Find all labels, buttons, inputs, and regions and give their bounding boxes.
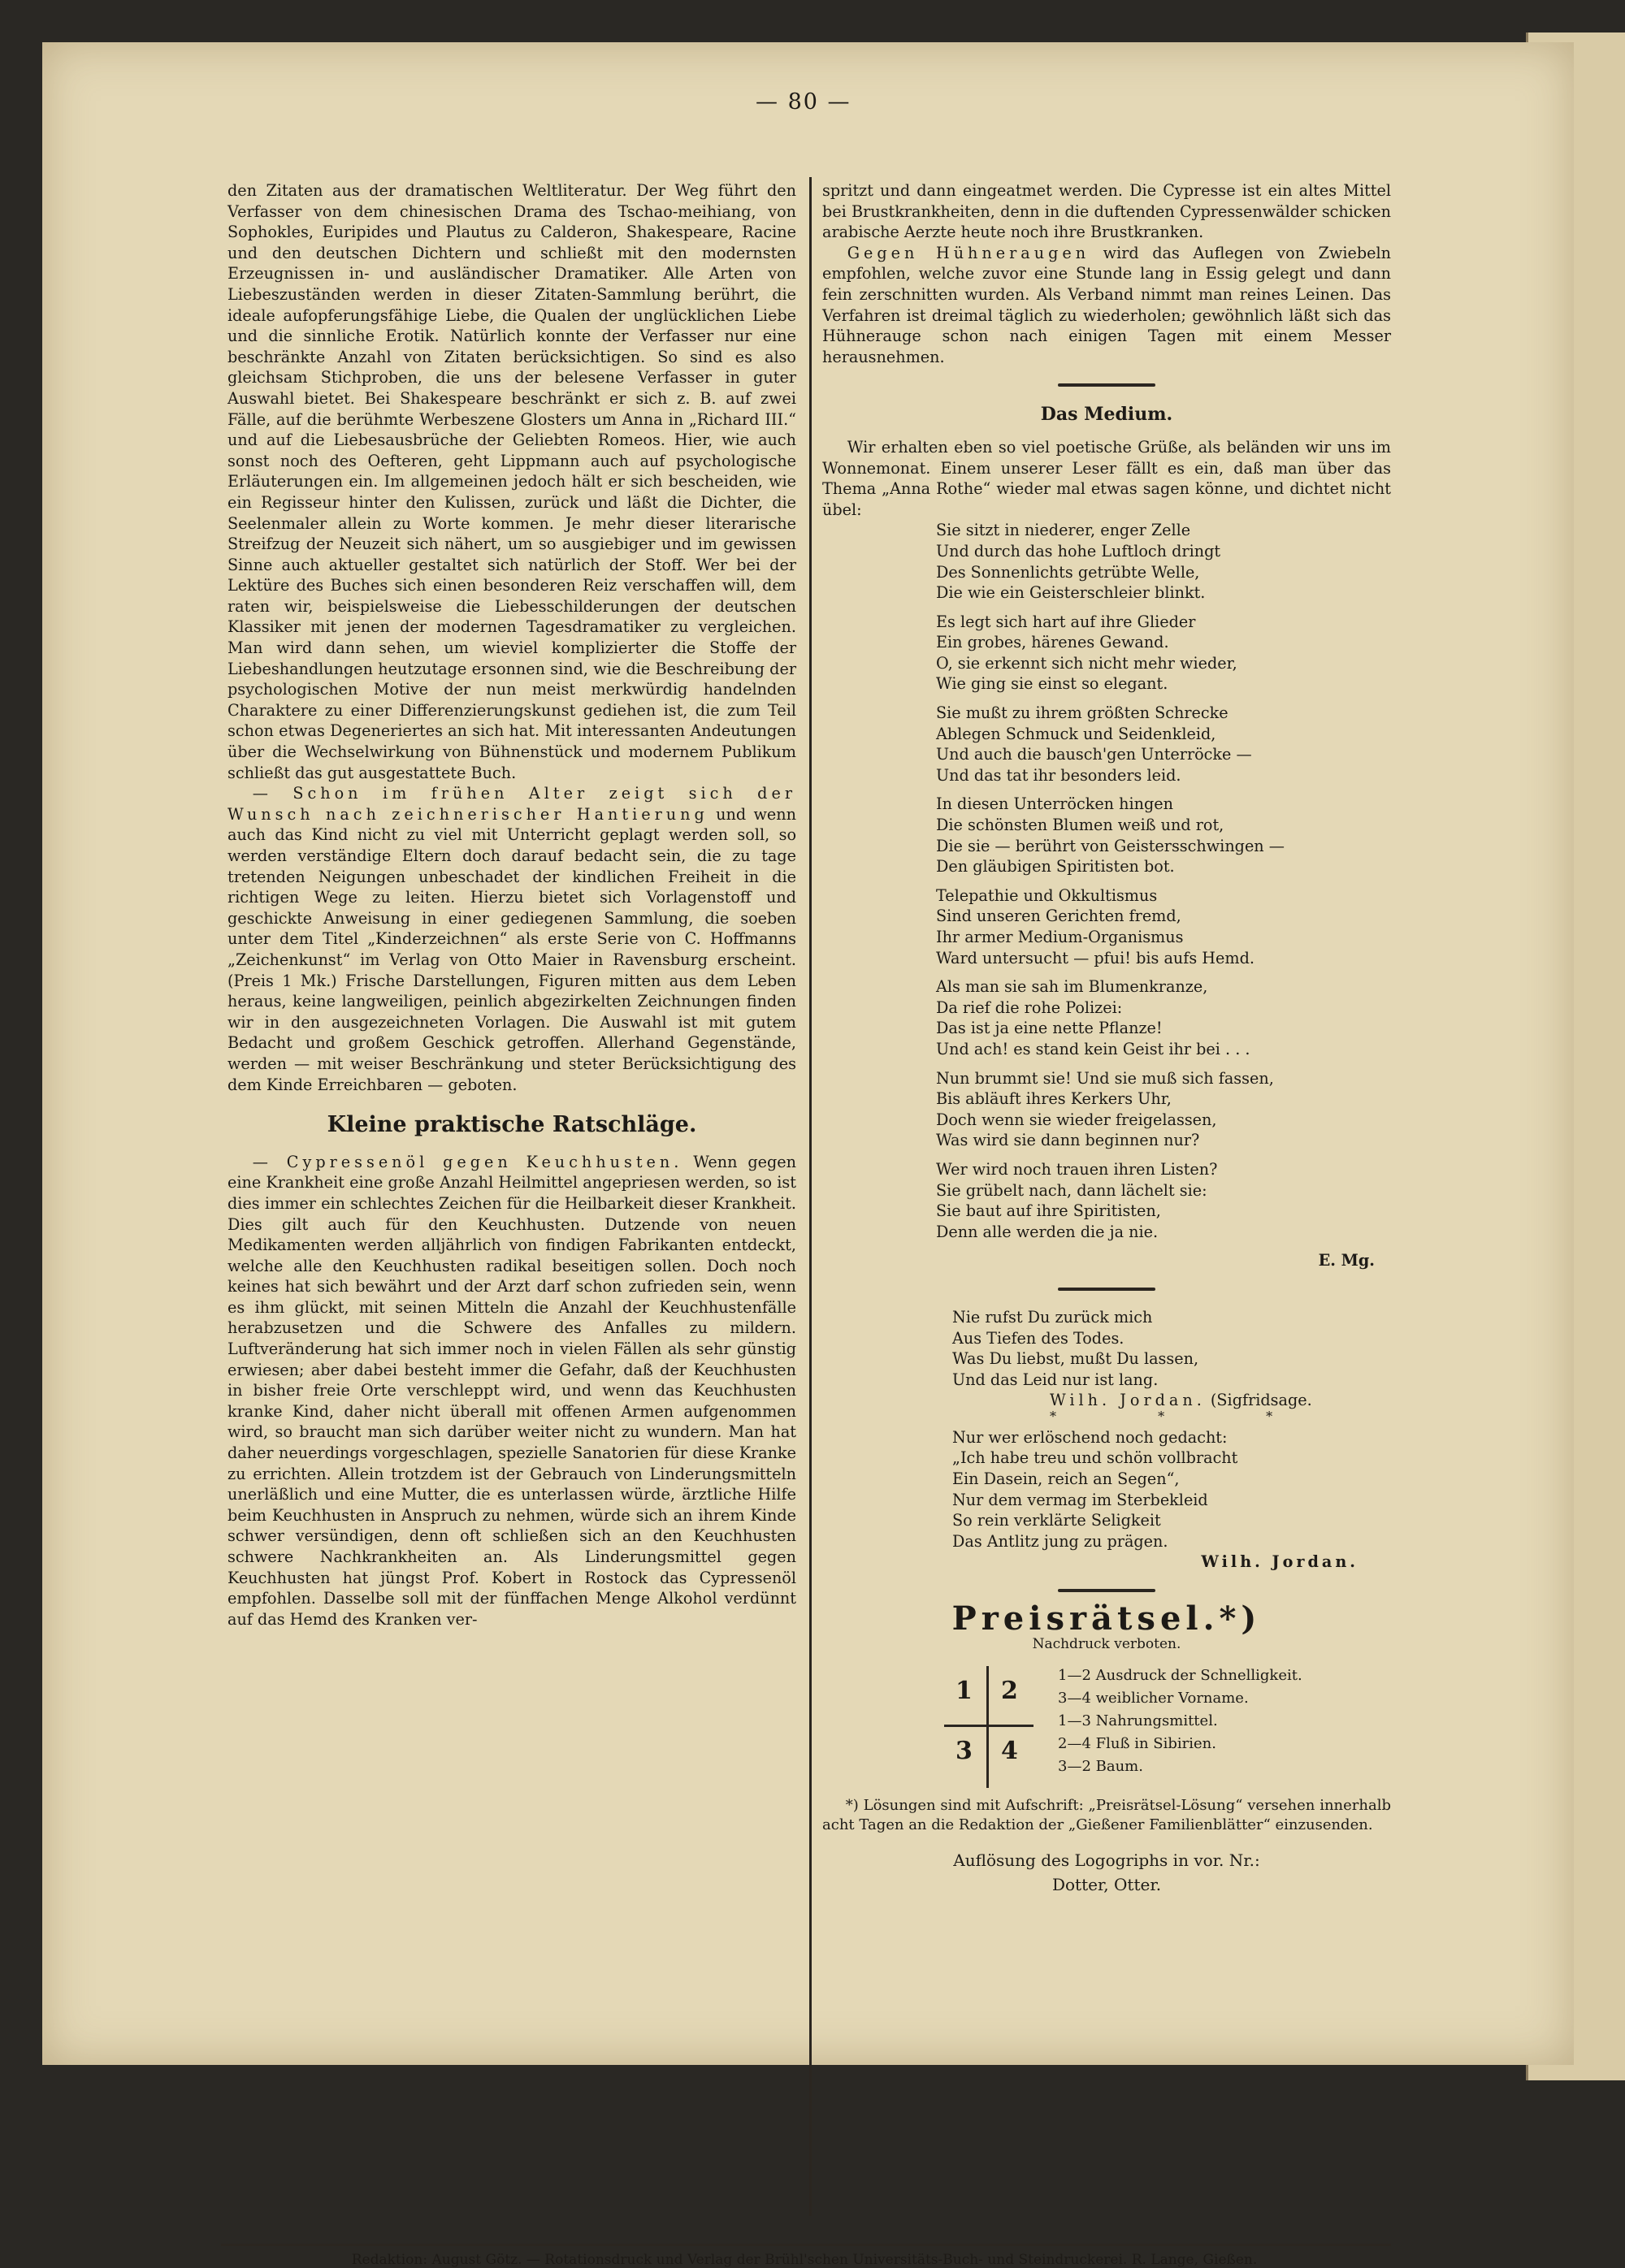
solution-note: *) Lösungen sind mit Aufschrift: „Preisrätsel-Lösung“ versehen innerhalb acht Tagen an die Redaktion der „Gießener Familienblätter“ einzusenden. bbox=[822, 1797, 1391, 1834]
spaced-lead: — Schon im frühen Alter zeigt sich der Wunsch nach zeichnerischer Hantierung bbox=[228, 784, 796, 824]
poem-line: Sie mußt zu ihrem größten Schrecke bbox=[936, 703, 1228, 723]
poem-line: Und das tat ihr besonders leid. bbox=[936, 765, 1181, 785]
puzzle-clue: 1—2 Ausdruck der Schnelligkeit. bbox=[1058, 1667, 1302, 1685]
drawing-book-paragraph: — Schon im frühen Alter zeigt sich der Wunsch nach zeichnerischer Hantierung und wenn auch das Kind nicht zu viel mit Unterricht geplagt werden soll, so werden verständige Eltern doch darauf bedacht sein, die zu tage tretenden Neigungen unbeschadet der kindlichen Freiheit in die richtigen Wege zu leiten. Hierzu bietet sich Vorlagenstoff und geschickte Anweisung in einer gediegenen Sammlung, die soeben unter dem Titel „Kinderzeichnen“ als erste Serie von C. Hoffmanns „Zeichenkunst“ im Verlag von Otto Maier in Ravensburg erscheint. (Preis 1 Mk.) Frische Darstellungen, Figuren mitten aus dem Leben heraus, keine langweiligen, peinlich abgezirkelten Zeichnungen finden wir in den ausgezeichneten Vorlagen. Die Auswahl ist mit gutem Bedacht und großem Geschick getroffen. Allerhand Gegenstände, werden — mit weiser Beschränkung und steter Berücksichtigung des dem Kinde Erreichbaren — geboten. bbox=[228, 784, 796, 1094]
puzzle-clue: 3—4 weiblicher Vorname. bbox=[1058, 1690, 1249, 1707]
poem-line: Den gläubigen Spiritisten bot. bbox=[936, 857, 1175, 876]
poem-line: Denn alle werden die ja nie. bbox=[936, 1222, 1159, 1241]
poem-line: Die schönsten Blumen weiß und rot, bbox=[936, 816, 1224, 835]
spaced-lead: Gegen Hühneraugen bbox=[847, 243, 1090, 262]
medium-heading: Das Medium. bbox=[1040, 404, 1173, 426]
separator bbox=[1058, 1288, 1155, 1291]
poem-line: Das Antlitz jung zu prägen. bbox=[952, 1531, 1168, 1551]
poem3-author: Wilh. Jordan. bbox=[1201, 1552, 1358, 1572]
poem-line: Die wie ein Geisterschleier blinkt. bbox=[936, 583, 1206, 603]
poem-line: So rein verklärte Seligkeit bbox=[952, 1511, 1161, 1530]
poem-line: Was wird sie dann beginnen nur? bbox=[936, 1131, 1200, 1150]
poem-line: In diesen Unterröcken hingen bbox=[936, 794, 1173, 814]
poem-line: Aus Tiefen des Todes. bbox=[952, 1328, 1124, 1348]
poem-line: Und auch die bausch'gen Unterröcke — bbox=[936, 745, 1252, 764]
poem-line: Es legt sich hart auf ihre Glieder bbox=[936, 612, 1196, 631]
poem-stanza bbox=[936, 520, 1391, 603]
poem2-attribution: Wilh. Jordan. (Sigfridsage. bbox=[1050, 1391, 1312, 1410]
poem-line: Ein Dasein, reich an Segen“, bbox=[952, 1469, 1180, 1489]
poem-line: Das ist ja eine nette Pflanze! bbox=[936, 1019, 1163, 1038]
puzzle-clue: 3—2 Baum. bbox=[1058, 1758, 1143, 1776]
grid-line bbox=[944, 1725, 1034, 1727]
poem-line: Ward untersucht — pfui! bis aufs Hemd. bbox=[936, 948, 1254, 967]
spaced-lead: — Cypressenöl gegen Keuchhusten. bbox=[252, 1152, 683, 1171]
poem-line: Die sie — berührt von Geistersschwingen — bbox=[936, 836, 1285, 855]
poem-line: Da rief die rohe Polizei: bbox=[936, 998, 1123, 1017]
poem-line: Sie grübelt nach, dann lächelt sie: bbox=[936, 1180, 1207, 1200]
separator bbox=[1058, 383, 1155, 387]
grid-cell: 3 bbox=[956, 1737, 973, 1766]
puzzle-clue: 2—4 Fluß in Sibirien. bbox=[1058, 1735, 1216, 1753]
poem-line: Nur wer erlöschend noch gedacht: bbox=[952, 1427, 1228, 1447]
poem-line: Sind unseren Gerichten fremd, bbox=[936, 907, 1181, 926]
poem-line: Des Sonnenlichts getrübte Welle, bbox=[936, 562, 1200, 582]
poem-line: Und durch das hohe Luftloch dringt bbox=[936, 541, 1221, 561]
cypress-oil-paragraph: — Cypressenöl gegen Keuchhusten. Wenn gegen eine Krankheit eine große Anzahl Heilmittel angepriesen werden, so ist dies immer ein schlechtes Zeichen für die Heilbarkeit dieser Krankheit. Dies gilt auch für den Keuchhusten. Dutzende von neuen Medikamenten werden alljährlich von findigen Fabrikanten entdeckt, welche alle den Keuchhusten radikal beseitigen sollen. Doch noch keines hat sich bewährt und der Arzt darf schon zufrieden sein, wenn es ihm glückt, mit seinen Mitteln die Anzahl der Keuchhustenfälle herabzusetzen und die Schwere des Anfalles zu mildern. Luftveränderung hat sich immer noch in vielen Fällen als sehr günstig erwiesen; aber dabei besteht immer die Gefahr, daß der Keuchhusten in bisher freie Orte verschleppt wird, und wenn das Keuchhusten kranke Kind, daher nicht überall mit offenen Armen aufgenommen wird, so braucht man sich darüber weiter nicht zu wundern. Man hat daher neuerdings vorgeschlagen, spezielle Sanatorien für diese Kranke zu errichten. Allein trotzdem ist der Gebrauch von Linderungsmitteln unerläßlich und eine Mutter, die es unterlassen würde, ärztliche Hilfe beim Keuchhusten in Anspruch zu nehmen, würde sich an ihrem Kinde schwer versündigen, denn oft schließen sich an den Keuchhusten schwere Nachkrankheiten an. Als Linderungsmittel gegen Keuchhusten hat jüngst Prof. Kobert in Rostock das Cypressenöl empfohlen. Dasselbe soll mit der fünffachen Menge Alkohol verdünnt auf das Hemd des Kranken ver- bbox=[228, 1152, 796, 1629]
poem-stanza bbox=[936, 885, 1391, 968]
puzzle-clues bbox=[1058, 1664, 1302, 1778]
poem-line: O, sie erkennt sich nicht mehr wieder, bbox=[936, 653, 1237, 673]
grid-cell: 4 bbox=[1001, 1737, 1018, 1766]
poem-line: Nun brummt sie! Und sie muß sich fassen, bbox=[936, 1068, 1274, 1088]
section-heading: Kleine praktische Ratschläge. bbox=[327, 1112, 697, 1138]
jordan-poem-2 bbox=[952, 1427, 1391, 1552]
poem-line: Sie baut auf ihre Spiritisten, bbox=[936, 1201, 1161, 1221]
poem-line: Ablegen Schmuck und Seidenkleid, bbox=[936, 724, 1216, 743]
corns-paragraph: Gegen Hühneraugen wird das Auflegen von Zwiebeln empfohlen, welche zuvor eine Stunde lang in Essig gelegt und dann fein zerschnitten wurden. Als Verband nimmt man reines Leinen. Das Verfahren ist dreimal täglich zu wiederholen; gewöhnlich läßt sich das Hühnerauge schon nach einigen Tagen mit einem Messer herausnehmen. bbox=[822, 243, 1391, 366]
imprint-footer: Redaktion: August Götz. — Rotationsdruck und Verlag der Brühl'schen Universitäts-Buch- und Steindruckerei. R. Lange, Gießen. bbox=[351, 2252, 1258, 2268]
puzzle-title: Preisrätsel.*) bbox=[951, 1599, 1262, 1638]
book-review-paragraph: den Zitaten aus der dramatischen Weltliteratur. Der Weg führt den Verfasser von dem chinesischen Drama des Tschao-meihiang, von Sophokles, Euripides und Plautus zu Calderon, Shakespeare, Racine und den deutschen Dichtern und schließt mit den modernsten Erzeugnissen in- und ausländischer Dramatiker. Alle Arten von Liebeszuständen werden in dieser Zitaten-Sammlung berührt, die ideale aufopferungsfähige Liebe, die Qualen der unglücklichen Liebe und die sinnliche Erotik. Natürlich konnte der Verfasser nur eine beschränkte Anzahl von Zitaten berücksichtigen. So sind es also gleichsam Stichproben, die uns der belesene Verfasser in guter Auswahl bietet. Bei Shakespeare beschränkt er sich z. B. auf zwei Fälle, auf die berühmte Werbeszene Glosters um Anna in „Richard III.“ und auf die Liebesausbrüche der Geliebten Romeos. Hier, wie auch sonst noch des Oefteren, geht Lippmann auch auf psychologische Erläuterungen ein. Im allgemeinen jedoch hält er sich bescheiden, wie ein Regisseur hinter den Kulissen, zurück und läßt die Dichter, die Seelenmaler allein zu Worte kommen. Je mehr dieser literarische Streifzug der Neuzeit sich nähert, um so ausgiebiger und im gewissen Sinne auch aktueller gestaltet sich natürlich der Stoff. Wer bei der Lektüre des Buches sich einen besonderen Reiz verschaffen will, dem raten wir, beispielsweise die Liebesschilderungen der deutschen Klassiker mit jenen der modernen Tagesdramatiker zu vergleichen. Man wird dann sehen, um wieviel komplizierter die Stoffe der Liebeshandlungen heutzutage ersonnen sind, wie die Beschreibung der psychologischen Motive der nun meist merkwürdig handelnden Charaktere zu einer Differenzierungskunst gediehen ist, die zum Teil schon etwas Degeneriertes an sich hat. Mit interessanten Andeutungen über die Wechselwirkung von Bühnenstück und modernem Publikum schließt das gut ausgestattete Buch. bbox=[228, 181, 796, 782]
grid-line bbox=[986, 1666, 989, 1788]
poem-line: Als man sie sah im Blumenkranze, bbox=[936, 977, 1208, 997]
poem-line: Ein grobes, härenes Gewand. bbox=[936, 633, 1169, 652]
jordan-poem-1 bbox=[952, 1307, 1391, 1390]
poem-stanza bbox=[936, 703, 1391, 786]
medium-intro: Wir erhalten eben so viel poetische Grüße, als beländen wir uns im Wonnemonat. Einem unserer Leser fällt es ein, daß man über das Thema „Anna Rothe“ wieder mal etwas sagen könne, und dichtet nicht übel: bbox=[822, 437, 1391, 519]
poem-signature: E. Mg. bbox=[1318, 1251, 1375, 1270]
poem-stanza bbox=[936, 794, 1391, 876]
poem-line: Doch wenn sie wieder freigelassen, bbox=[936, 1110, 1217, 1129]
cypress-continuation: spritzt und dann eingeatmet werden. Die Cypresse ist ein altes Mittel bei Brustkrankheiten, denn in die duftenden Cypressenwälder schicken arabische Aerzte heute noch ihre Brustkranken. bbox=[822, 181, 1391, 242]
poem-line: Bis abläuft ihres Kerkers Uhr, bbox=[936, 1089, 1172, 1109]
footer-rule bbox=[221, 2244, 1391, 2246]
poem-line: Nur dem vermag im Sterbekleid bbox=[952, 1490, 1208, 1509]
poem-stanza bbox=[936, 976, 1391, 1059]
puzzle-clue: 1—3 Nahrungsmittel. bbox=[1058, 1712, 1218, 1730]
medium-poem bbox=[936, 520, 1391, 1242]
poem-stanza bbox=[936, 1159, 1391, 1242]
puzzle-grid bbox=[944, 1666, 1034, 1788]
poem-line: Telepathie und Okkultismus bbox=[936, 885, 1158, 905]
separator bbox=[1058, 1589, 1155, 1592]
poem-line: Wer wird noch trauen ihren Listen? bbox=[936, 1159, 1218, 1179]
poem-line: Ihr armer Medium-Organismus bbox=[936, 928, 1184, 946]
poem-line: Wie ging sie einst so elegant. bbox=[936, 674, 1168, 694]
puzzle-box bbox=[822, 1658, 1391, 1796]
left-column bbox=[228, 180, 796, 1630]
poem-line: Und ach! es stand kein Geist ihr bei . . . bbox=[936, 1039, 1250, 1058]
puzzle-subtitle: Nachdruck verboten. bbox=[1032, 1635, 1181, 1652]
right-column bbox=[822, 180, 1391, 1897]
stars-divider: * * * bbox=[1050, 1408, 1322, 1424]
logogriph-resolution: Auflösung des Logogriphs in vor. Nr.: Dotter, Otter. bbox=[953, 1850, 1260, 1895]
grid-cell: 2 bbox=[1001, 1677, 1018, 1706]
poem-line: Und das Leid nur ist lang. bbox=[952, 1370, 1159, 1389]
page-number: — 80 — bbox=[756, 89, 852, 115]
poem-line: Nie rufst Du zurück mich bbox=[952, 1307, 1153, 1327]
grid-cell: 1 bbox=[956, 1677, 973, 1706]
poem-line: Was Du liebst, mußt Du lassen, bbox=[952, 1349, 1199, 1369]
poem-stanza bbox=[936, 1068, 1391, 1151]
poem-line: Sie sitzt in niederer, enger Zelle bbox=[936, 521, 1191, 540]
poem-line: „Ich habe treu und schön vollbracht bbox=[952, 1448, 1238, 1468]
column-divider bbox=[809, 177, 812, 2216]
poem-stanza bbox=[936, 612, 1391, 695]
